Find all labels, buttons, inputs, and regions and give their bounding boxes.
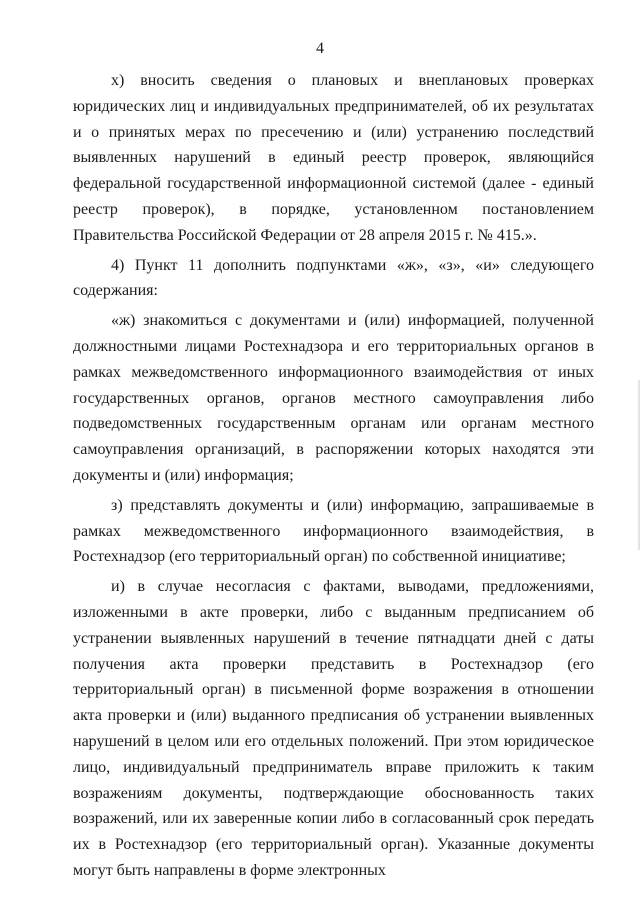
paragraph-item-i: и) в случае несогласия с фактами, выводами, предложениями, изложенными в акте проверки, либо с выданным предписанием об устранении выявленных нарушений в течение пятнадцати дней с даты получения акта проверки представить в Ростехнадзор (его территориальный орган) в письменной форме возражения в отношении акта проверки и (или) выданного предписания об устранении выявленных нарушений в целом или его отдельных положений. При этом юридическое лицо, индивидуальный предприниматель вправе приложить к таким возражениям документы, подтверждающие обоснованность таких возражений, или их заверенные копии либо в согласованный срок передать их в Ростехнадзор (его территориальный орган). Указанные документы могут быть направлены в форме электронных [73, 578, 594, 879]
paragraph-amendment-4: 4) Пункт 11 дополнить подпунктами «ж», «з», «и» следующего содержания: [73, 256, 594, 300]
paragraph-item-x: х) вносить сведения о плановых и внеплановых проверках юридических лиц и индивидуальных предпринимателей, об их результатах и о принятых мерах по пресечению и (или) устранению последствий выявленных нарушений в единый реестр проверок, являющийся федеральной государственной информационной системой (далее - единый реестр проверок), в порядке, установленном постановлением Правительства Российской Федерации от 28 апреля 2015 г. № 415.». [73, 72, 594, 244]
page-number: 4 [316, 40, 324, 57]
paragraph-item-z: з) представлять документы и (или) информацию, запрашиваемые в рамках межведомственного информационного взаимодействия, в Ростехнадзор (его территориальный орган) по собственной инициативе; [73, 496, 594, 566]
document-body [73, 68, 594, 888]
paragraph-item-zh: «ж) знакомиться с документами и (или) информацией, полученной должностными лицами Ростехнадзора и его территориальных органов в рамках межведомственного информационного взаимодействия от иных государственных органов, органов местного самоуправления либо подведомственных государственным органам или органам местного самоуправления организаций, в распоряжении которых находятся эти документы и (или) информация; [73, 312, 594, 484]
